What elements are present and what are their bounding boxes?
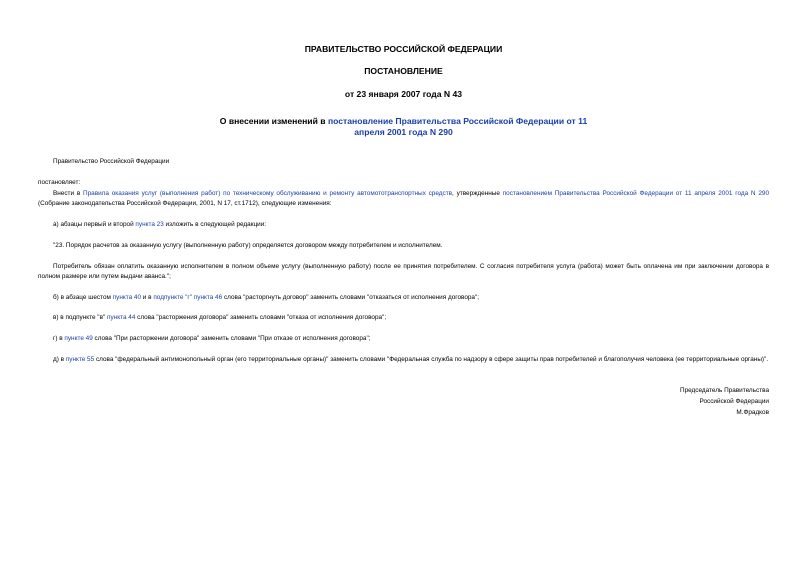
signature-name: М.Фрадков [736, 409, 769, 416]
org-heading: ПРАВИТЕЛЬСТВО РОССИЙСКОЙ ФЕДЕРАЦИИ [304, 44, 503, 54]
paragraph-government: Правительство Российской Федерации [53, 158, 170, 165]
date-number-heading: от 23 января 2007 года N 43 [344, 89, 463, 99]
signature-org: Российской Федерации [699, 398, 769, 405]
signature-title: Председатель Правительства [680, 387, 769, 394]
point-49-link[interactable]: пункте 49 [64, 335, 93, 342]
document-title [218, 116, 589, 138]
item-v: в) в подпункте "в" пункта 44 слова "расторжения договора" заменить словами "отказа от исполнения договора"; [53, 314, 387, 321]
point-46-link[interactable]: подпункте "г" пункта 46 [153, 294, 223, 301]
point-44-link[interactable]: пункта 44 [107, 314, 136, 321]
paragraph-23: "23. Порядок расчетов за оказанную услугу (выполненную работу) определяется договором между потребителем и исполнителем. [53, 242, 443, 249]
point-23-link[interactable]: пункта 23 [135, 221, 164, 228]
paragraph-resolves: постановляет: [38, 179, 81, 186]
item-a: а) абзацы первый и второй пункта 23 изложить в следующей редакции: [53, 221, 267, 228]
item-g: г) в пункте 49 слова "При расторжении договора" заменить словами "При отказе от исполнения договора"; [53, 335, 371, 342]
item-b: б) в абзаце шестом пункта 40 и в подпункте "г" пункта 46 слова "расторгнуть договор" заменить словами "отказаться от исполнения договора"; [53, 294, 480, 301]
rules-link[interactable]: Правила оказания услуг (выполнения работ) по техническому обслуживанию и ремонту автомототранспортных средств [83, 190, 453, 197]
title-prefix: О внесении изменений в [219, 116, 328, 126]
point-55-link[interactable]: пункте 55 [65, 356, 95, 363]
point-40-link[interactable]: пункта 40 [112, 294, 142, 301]
paragraph-consumer: Потребитель обязан оплатить оказанную исполнителем в полном объеме услугу (выполненную работу) после ее принятия потребителем. С согласия потребителя услуга (работа) может быть оплачена им при заключении договора в полном размере или путем выдачи аванса."; [38, 263, 769, 280]
item-d: д) в пункте 55 слова "федеральный антимонопольный орган (его территориальные органы)" заменить словами "Федеральная служба по надзору в сфере защиты прав потребителей и благополучия человека (ее территориальные органы)". [53, 356, 769, 363]
signature-block [569, 385, 769, 418]
paragraph-amend: Внести в Правила оказания услуг (выполнения работ) по техническому обслуживанию и ремонту автомототранспортных средств, утвержденные постановлением Правительства Российской Федерации от 11 апреля 2001 года N 290 (Собрание законодательства Российской Федерации, 2001, N 17, ст.1712), следующие изменения: [38, 190, 769, 207]
resolution-link[interactable]: постановлением Правительства Российской Федерации от 11 апреля 2001 года N 290 [502, 190, 769, 197]
title-link[interactable]: постановление Правительства Российской Федерации от 11 апреля 2001 года N 290 [327, 116, 588, 137]
doc-type-heading: ПОСТАНОВЛЕНИЕ [364, 66, 443, 76]
